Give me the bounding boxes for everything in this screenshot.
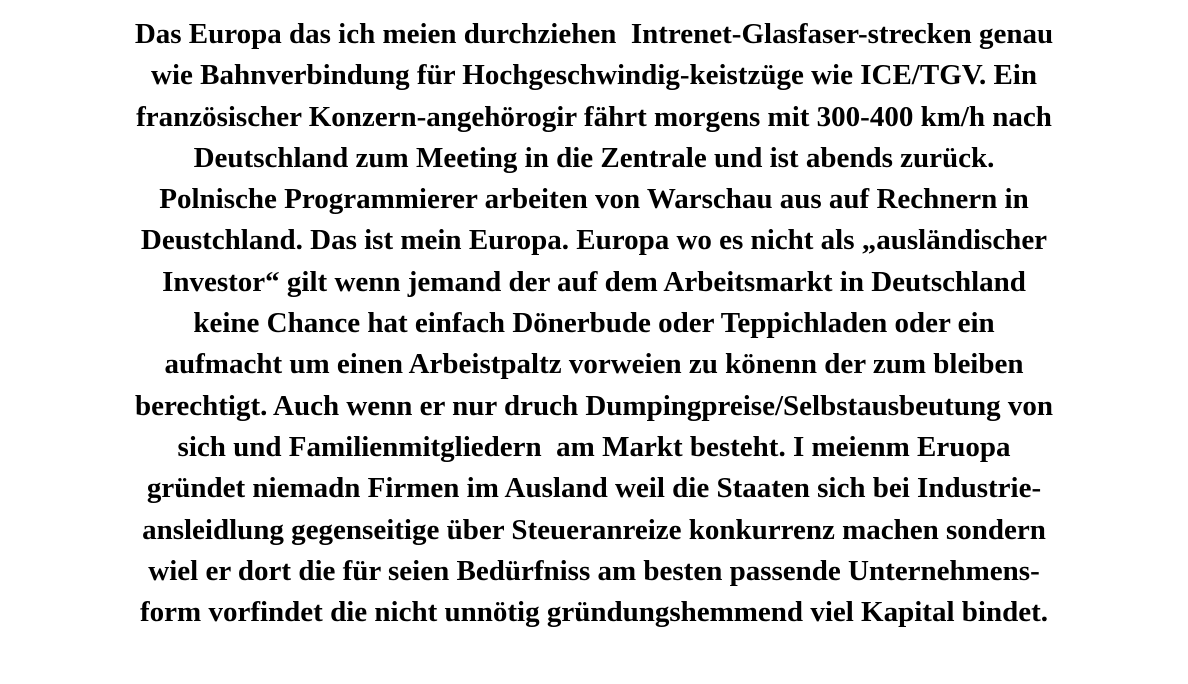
text-line: berechtigt. Auch wenn er nur druch Dumpingpreise/Selbstausbeutung von [135,389,1053,422]
text-line: Polnische Programmierer arbeiten von Warschau aus auf Rechnern in [159,183,1029,216]
text-line: wie Bahnverbindung für Hochgeschwindig-keistzüge wie ICE/TGV. Ein [151,59,1037,92]
body-paragraph [0,14,1188,633]
text-line: französischer Konzern-angehörogir fährt morgens mit 300-400 km/h nach [136,100,1052,133]
text-line: wiel er dort die für seien Bedürfniss am besten passende Unternehmens- [148,554,1040,587]
text-line: Deutschland zum Meeting in die Zentrale und ist abends zurück. [193,141,995,174]
text-line: aufmacht um einen Arbeistpaltz vorweien zu könenn der zum bleiben [164,348,1024,381]
text-line: keine Chance hat einfach Dönerbude oder Teppichladen oder ein [193,307,995,340]
text-line: gründet niemadn Firmen im Ausland weil die Staaten sich bei Industrie- [146,472,1042,505]
text-line: sich und Familienmitgliedern am Markt besteht. I meienm Eruopa [177,430,1011,463]
text-line: Das Europa das ich meien durchziehen Intrenet-Glasfaser-strecken genau [134,18,1054,50]
text-line: ansleidlung gegenseitige über Steueranreize konkurrenz machen sondern [142,513,1046,546]
text-line: form vorfindet die nicht unnötig gründungshemmend viel Kapital bindet. [140,596,1048,629]
text-line: Deustchland. Das ist mein Europa. Europa wo es nicht als „ausländischer [140,224,1048,257]
text-line: Investor“ gilt wenn jemand der auf dem Arbeitsmarkt in Deutschland [162,265,1026,298]
